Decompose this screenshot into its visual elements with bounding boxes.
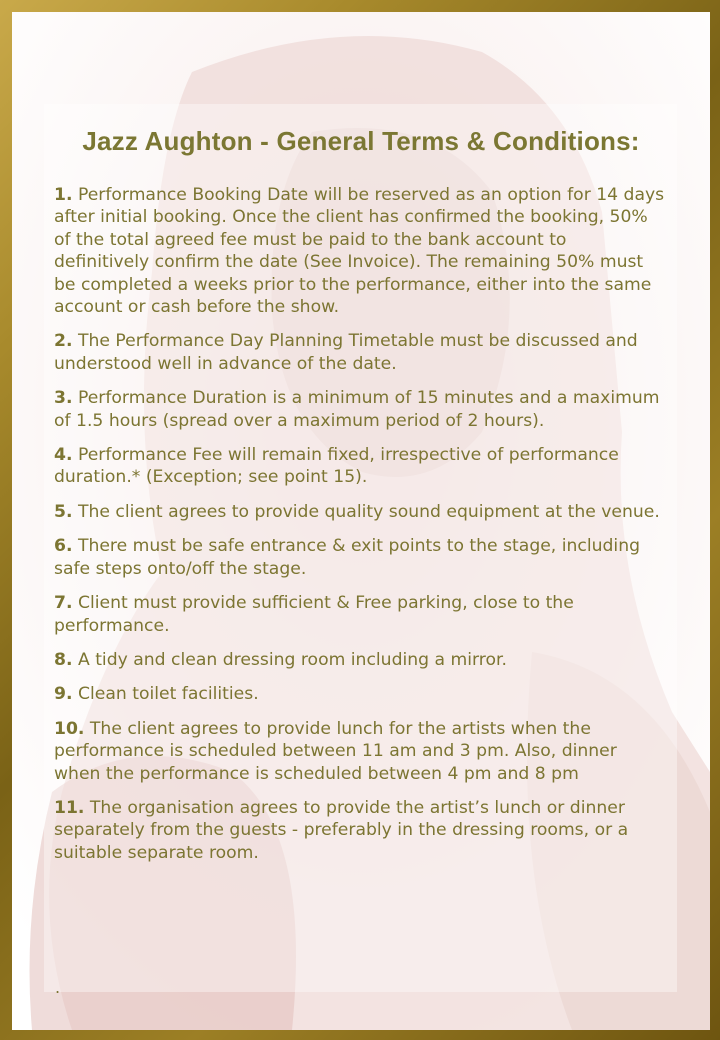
- term-text: A tidy and clean dressing room including a mirror.: [77, 649, 507, 670]
- term-number: 11.: [54, 797, 85, 818]
- term-number: 2.: [54, 331, 73, 352]
- term-text: Performance Fee will remain fixed, irrespective of performance duration.* (Exception; see point 15).: [54, 445, 619, 488]
- term-number: 7.: [54, 593, 73, 614]
- term-item: [54, 797, 666, 864]
- term-item: [54, 184, 666, 318]
- term-item: [54, 387, 666, 432]
- term-number: 1.: [54, 185, 73, 205]
- page-title: Jazz Aughton - General Terms & Conditions:: [82, 126, 640, 156]
- term-number: 10.: [54, 718, 85, 739]
- term-number: 9.: [54, 684, 73, 705]
- term-text: Clean toilet facilities.: [77, 684, 259, 705]
- term-text: There must be safe entrance & exit points to the stage, including safe steps onto/off the stage.: [54, 536, 641, 579]
- document-page: [12, 12, 710, 1030]
- term-text: Performance Duration is a minimum of 15 minutes and a maximum of 1.5 hours (spread over a maximum period of 2 hours).: [54, 388, 660, 431]
- trailing-mark: .: [55, 978, 61, 997]
- term-item: [54, 330, 666, 375]
- term-number: 4.: [54, 445, 73, 466]
- term-item: [54, 444, 666, 489]
- term-number: 8.: [54, 649, 73, 670]
- terms-content: [12, 12, 710, 1030]
- term-item: [54, 718, 666, 785]
- term-text: Performance Booking Date will be reserved as an option for 14 days after initial booking. Once the client has confirmed the booking, 50% of the total agreed fee must be paid to the bank account to definitively confirm the date (See Invoice). The remaining 50% must be completed a weeks prior to the performance, either into the same account or cash before the show.: [54, 185, 665, 318]
- term-item: [54, 535, 666, 580]
- term-text: Client must provide sufficient & Free parking, close to the performance.: [54, 593, 574, 636]
- term-number: 5.: [54, 501, 73, 522]
- term-item: [54, 649, 666, 671]
- term-text: The client agrees to provide lunch for the artists when the performance is scheduled between 11 am and 3 pm. Also, dinner when the performance is scheduled between 4 pm and 8 pm: [54, 718, 617, 784]
- term-item: [54, 592, 666, 637]
- terms-list: [54, 184, 666, 876]
- term-text: The client agrees to provide quality sound equipment at the venue.: [77, 501, 660, 522]
- term-number: 3.: [54, 388, 73, 409]
- term-text: The Performance Day Planning Timetable must be discussed and understood well in advance of the date.: [54, 331, 638, 374]
- term-number: 6.: [54, 536, 73, 557]
- term-item: [54, 683, 666, 705]
- term-text: The organisation agrees to provide the artist’s lunch or dinner separately from the guests - preferably in the dressing rooms, or a suitable separate room.: [54, 797, 629, 863]
- term-item: [54, 501, 666, 523]
